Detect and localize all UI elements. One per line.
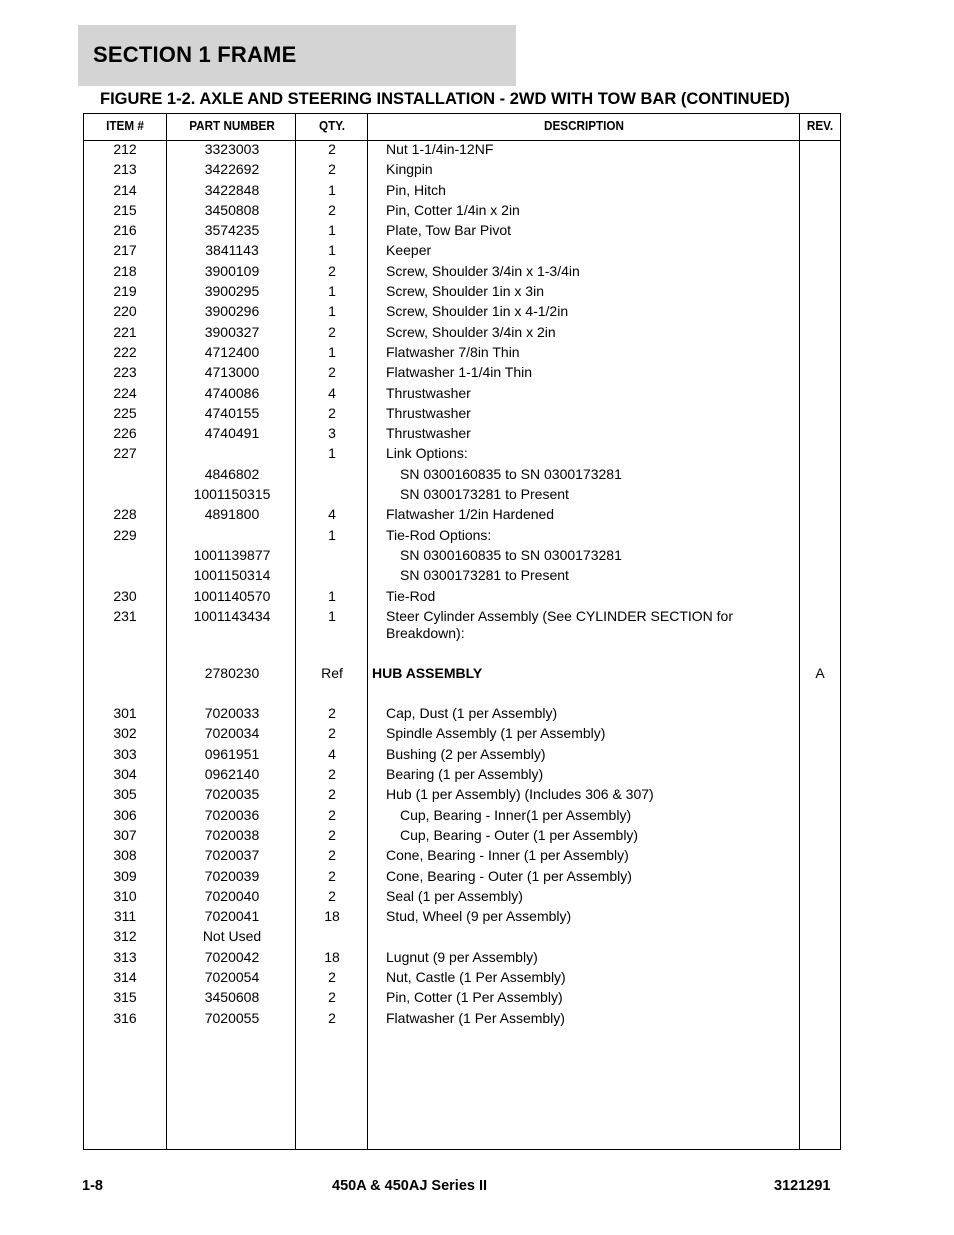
description: Screw, Shoulder 1in x 4-1/2in xyxy=(386,303,569,320)
part-number: 4891800 xyxy=(204,506,260,523)
part-number: 7020042 xyxy=(204,948,260,965)
part-number: 1001140570 xyxy=(193,587,271,604)
item-number: 225 xyxy=(113,404,137,421)
table-row xyxy=(84,405,840,425)
item-number: 223 xyxy=(113,364,137,381)
item-number: 213 xyxy=(113,161,137,178)
table-row xyxy=(84,807,840,827)
quantity: 18 xyxy=(324,948,340,965)
table-row xyxy=(84,989,840,1009)
quantity: 1 xyxy=(328,343,336,360)
item-number: 217 xyxy=(113,242,137,259)
quantity: 1 xyxy=(328,607,336,624)
table-row xyxy=(84,283,840,303)
table-row xyxy=(84,685,840,705)
table-body xyxy=(84,141,840,1030)
description: Cap, Dust (1 per Assembly) xyxy=(386,705,558,722)
quantity: 2 xyxy=(328,1009,336,1026)
description: Flatwasher 1-1/4in Thin xyxy=(386,364,533,381)
description: Pin, Cotter 1/4in x 2in xyxy=(386,201,520,218)
quantity: 3 xyxy=(328,425,336,442)
header-part-number: PART NUMBER xyxy=(189,118,275,133)
table-row xyxy=(84,425,840,445)
table-row xyxy=(84,141,840,161)
item-number: 222 xyxy=(113,343,137,360)
table-row xyxy=(84,324,840,344)
description: HUB ASSEMBLY xyxy=(372,664,483,681)
header-item: ITEM # xyxy=(106,118,144,133)
table-row xyxy=(84,725,840,745)
item-number: 216 xyxy=(113,222,137,239)
quantity: 18 xyxy=(324,908,340,925)
part-number: 4740086 xyxy=(204,384,260,401)
item-number: 304 xyxy=(113,766,137,783)
quantity: 2 xyxy=(328,847,336,864)
part-number: 3574235 xyxy=(204,222,260,239)
description: Tie-Rod xyxy=(386,587,436,604)
quantity: 2 xyxy=(328,404,336,421)
item-number: 215 xyxy=(113,201,137,218)
table-row xyxy=(84,1010,840,1030)
part-number: 7020037 xyxy=(204,847,260,864)
quantity: 2 xyxy=(328,262,336,279)
description: Stud, Wheel (9 per Assembly) xyxy=(386,908,572,925)
figure-title: FIGURE 1-2. AXLE AND STEERING INSTALLATION - 2WD WITH TOW BAR (CONTINUED) xyxy=(100,90,790,108)
table-row xyxy=(84,182,840,202)
quantity: 1 xyxy=(328,303,336,320)
table-row xyxy=(84,202,840,222)
quantity: 2 xyxy=(328,705,336,722)
quantity: 2 xyxy=(328,887,336,904)
part-number: 1001139877 xyxy=(193,546,271,563)
description: Cone, Bearing - Inner (1 per Assembly) xyxy=(386,847,629,864)
quantity: 2 xyxy=(328,989,336,1006)
part-number: 3422692 xyxy=(204,161,260,178)
part-number: 7020034 xyxy=(204,725,260,742)
part-number: 4740491 xyxy=(204,425,260,442)
description: SN 0300173281 to Present xyxy=(400,486,569,503)
model-name: 450A & 450AJ Series II xyxy=(332,1178,488,1194)
part-number: 3900109 xyxy=(204,262,260,279)
part-number: 7020054 xyxy=(204,968,260,985)
item-number: 305 xyxy=(113,786,137,803)
item-number: 221 xyxy=(113,323,137,340)
table-row xyxy=(84,547,840,567)
item-number: 306 xyxy=(113,806,137,823)
table-row xyxy=(84,527,840,547)
quantity: 2 xyxy=(328,201,336,218)
description: Flatwasher 7/8in Thin xyxy=(386,343,520,360)
part-number: 3450808 xyxy=(204,201,260,218)
part-number: 4740155 xyxy=(204,404,260,421)
page-number: 1-8 xyxy=(82,1178,103,1194)
table-row xyxy=(84,888,840,908)
description: SN 0300160835 to SN 0300173281 xyxy=(400,465,622,482)
table-row xyxy=(84,908,840,928)
table-row xyxy=(84,263,840,283)
part-number: 1001150314 xyxy=(193,567,271,584)
quantity: 2 xyxy=(328,725,336,742)
description: Spindle Assembly (1 per Assembly) xyxy=(386,725,606,742)
description: Hub (1 per Assembly) (Includes 306 & 307) xyxy=(386,786,654,803)
quantity: 2 xyxy=(328,826,336,843)
table-row xyxy=(84,364,840,384)
table-row xyxy=(84,567,840,587)
quantity: Ref xyxy=(321,664,343,681)
quantity: 2 xyxy=(328,364,336,381)
description: SN 0300173281 to Present xyxy=(400,567,569,584)
quantity: 1 xyxy=(328,445,336,462)
item-number: 311 xyxy=(113,908,137,925)
item-number: 229 xyxy=(113,526,137,543)
quantity: 4 xyxy=(328,745,336,762)
table-row xyxy=(84,608,840,645)
item-number: 231 xyxy=(113,607,137,624)
table-row xyxy=(84,506,840,526)
description: Tie-Rod Options: xyxy=(386,526,492,543)
description: Thrustwasher xyxy=(386,384,471,401)
item-number: 309 xyxy=(113,867,137,884)
item-number: 228 xyxy=(113,506,137,523)
table-row xyxy=(84,466,840,486)
part-number: 7020055 xyxy=(204,1009,260,1026)
description: Pin, Cotter (1 Per Assembly) xyxy=(386,989,563,1006)
item-number: 313 xyxy=(113,948,137,965)
item-number: 303 xyxy=(113,745,137,762)
description: Cup, Bearing - Outer (1 per Assembly) xyxy=(400,826,639,843)
table-row xyxy=(84,746,840,766)
description: Thrustwasher xyxy=(386,425,471,442)
table-row xyxy=(84,868,840,888)
part-number: 3450608 xyxy=(204,989,260,1006)
header-description: DESCRIPTION xyxy=(544,118,624,133)
quantity: 2 xyxy=(328,968,336,985)
part-number: 7020040 xyxy=(204,887,260,904)
item-number: 212 xyxy=(113,141,137,157)
quantity: 2 xyxy=(328,786,336,803)
part-number: 7020035 xyxy=(204,786,260,803)
table-row xyxy=(84,928,840,948)
section-title: SECTION 1 FRAME xyxy=(93,42,297,67)
part-number: 7020036 xyxy=(204,806,260,823)
quantity: 1 xyxy=(328,242,336,259)
quantity: 2 xyxy=(328,141,336,157)
part-number: 1001150315 xyxy=(193,486,271,503)
doc-number: 3121291 xyxy=(774,1178,831,1194)
part-number: 3841143 xyxy=(205,242,259,259)
part-number: 3422848 xyxy=(204,181,260,198)
quantity: 2 xyxy=(328,323,336,340)
description: Cone, Bearing - Outer (1 per Assembly) xyxy=(386,867,632,884)
table-row xyxy=(84,161,840,181)
table-row xyxy=(84,786,840,806)
revision: A xyxy=(815,664,825,681)
part-number: 1001143434 xyxy=(193,607,271,624)
table-row xyxy=(84,588,840,608)
description: Cup, Bearing - Inner(1 per Assembly) xyxy=(400,806,632,823)
table-row xyxy=(84,949,840,969)
description: SN 0300160835 to SN 0300173281 xyxy=(400,546,622,563)
description: Pin, Hitch xyxy=(386,181,446,198)
item-number: 218 xyxy=(113,262,137,279)
item-number: 307 xyxy=(113,826,137,843)
description: Seal (1 per Assembly) xyxy=(386,887,523,904)
table-row xyxy=(84,242,840,262)
quantity: 4 xyxy=(328,506,336,523)
item-number: 220 xyxy=(113,303,137,320)
quantity: 1 xyxy=(328,222,336,239)
item-number: 230 xyxy=(113,587,137,604)
table-row xyxy=(84,445,840,465)
item-number: 227 xyxy=(113,445,137,462)
item-number: 316 xyxy=(113,1009,137,1026)
description: Screw, Shoulder 1in x 3in xyxy=(386,283,544,300)
header-rev: REV. xyxy=(806,118,834,133)
part-number: Not Used xyxy=(202,928,262,945)
part-number: 3323003 xyxy=(204,141,260,157)
part-number: 0962140 xyxy=(204,766,260,783)
part-number: 2780230 xyxy=(204,664,260,681)
part-number: 4713000 xyxy=(204,364,260,381)
description: Lugnut (9 per Assembly) xyxy=(386,948,538,965)
table-row xyxy=(84,385,840,405)
item-number: 302 xyxy=(113,725,137,742)
quantity: 1 xyxy=(328,526,336,543)
part-number: 3900296 xyxy=(204,303,260,320)
table-row xyxy=(84,665,840,685)
part-number: 0961951 xyxy=(204,745,260,762)
quantity: 2 xyxy=(328,806,336,823)
description: Bearing (1 per Assembly) xyxy=(386,766,544,783)
table-row xyxy=(84,705,840,725)
table-row xyxy=(84,303,840,323)
quantity: 1 xyxy=(328,181,336,198)
quantity: 1 xyxy=(328,283,336,300)
description: Keeper xyxy=(386,242,432,259)
description: Screw, Shoulder 3/4in x 2in xyxy=(386,323,556,340)
description: Bushing (2 per Assembly) xyxy=(386,745,546,762)
description: Flatwasher (1 Per Assembly) xyxy=(386,1009,565,1026)
description: Flatwasher 1/2in Hardened xyxy=(386,506,555,523)
quantity: 2 xyxy=(328,766,336,783)
description: Nut, Castle (1 Per Assembly) xyxy=(386,968,566,985)
item-number: 314 xyxy=(113,968,137,985)
item-number: 219 xyxy=(113,283,137,300)
table-row xyxy=(84,645,840,665)
part-number: 3900327 xyxy=(204,323,260,340)
item-number: 226 xyxy=(113,425,137,442)
table-row xyxy=(84,847,840,867)
part-number: 4712400 xyxy=(204,343,260,360)
description: Screw, Shoulder 3/4in x 1-3/4in xyxy=(386,262,580,279)
description: Link Options: xyxy=(386,445,468,462)
part-number: 4846802 xyxy=(204,465,260,482)
description: Thrustwasher xyxy=(386,404,471,421)
table-row xyxy=(84,486,840,506)
item-number: 214 xyxy=(113,181,137,198)
section-header xyxy=(78,25,516,86)
part-number: 3900295 xyxy=(204,283,260,300)
item-number: 301 xyxy=(113,705,137,722)
part-number: 7020041 xyxy=(204,908,260,925)
table-row xyxy=(84,344,840,364)
table-row xyxy=(84,766,840,786)
item-number: 310 xyxy=(113,887,137,904)
description: Kingpin xyxy=(386,161,433,178)
part-number: 7020039 xyxy=(204,867,260,884)
description: Nut 1-1/4in-12NF xyxy=(386,141,494,157)
part-number: 7020033 xyxy=(204,705,260,722)
quantity: 1 xyxy=(328,587,336,604)
quantity: 4 xyxy=(328,384,336,401)
item-number: 224 xyxy=(113,384,137,401)
description: Plate, Tow Bar Pivot xyxy=(386,222,512,239)
item-number: 315 xyxy=(113,989,137,1006)
item-number: 312 xyxy=(113,928,137,945)
quantity: 2 xyxy=(328,867,336,884)
parts-table xyxy=(83,113,841,1150)
part-number: 7020038 xyxy=(204,826,260,843)
header-qty: QTY. xyxy=(318,118,346,133)
item-number: 308 xyxy=(113,847,137,864)
table-row xyxy=(84,222,840,242)
table-row xyxy=(84,827,840,847)
description: Steer Cylinder Assembly (See CYLINDER SECTION for Breakdown): xyxy=(386,607,733,641)
table-row xyxy=(84,969,840,989)
quantity: 2 xyxy=(328,161,336,178)
